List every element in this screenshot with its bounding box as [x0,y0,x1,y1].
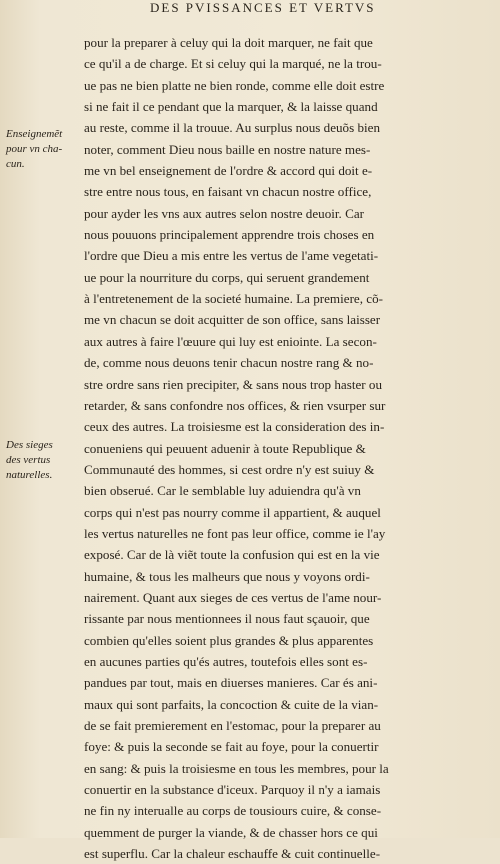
text-line: combien qu'elles soient plus grandes & plus apparentes [84,632,374,648]
text-line: foye: & puis la seconde se fait au foye, pour la conuertir [84,739,379,755]
text-line: en sang: & puis la troisiesme en tous les membres, pour la [84,760,389,776]
text-line: conuertir en la substance d'iceux. Parquoy il n'y a iamais [84,782,381,798]
marginal-note-enseignement [6,127,86,172]
text-line: stre ordre sans rien precipiter, & sans nous trop haster ou [84,376,383,392]
text-line: de, comme nous deuons tenir chacun nostre rang & no- [84,355,374,371]
marginal-note-line: naturelles. [6,469,53,481]
text-line: de se fait premierement en l'estomac, pour la preparer au [84,718,381,733]
marginal-note-line: pour vn cha- [6,143,63,155]
text-line: aux autres à faire l'œuure qui luy est eniointe. La secon- [84,333,377,349]
text-line: retarder, & sans confondre nos offices, & rien vsurper sur [84,397,386,413]
text-line: pour la preparer à celuy qui la doit marquer, ne fait que [84,35,373,50]
text-line: nous pouuons principalement apprendre trois choses en [84,227,375,243]
main-text [84,32,472,864]
text-line: maux qui sont parfaits, la concoction & cuite de la vian- [84,696,379,712]
text-line: conueniens qui peuuent aduenir à toute Republique & [84,440,366,456]
text-line: en aucunes parties qu'és autres, toutefois elles sont es- [84,653,368,669]
text-line: bien obserué. Car le semblable luy aduiendra qu'à vn [84,483,361,499]
text-line: ceux des autres. La troisiesme est la consideration des in- [84,419,385,435]
text-line: ue pas ne bien platte ne bien ronde, comme elle doit estre [84,77,385,93]
running-header: DES PVISSANCES ET VERTVS [150,0,376,15]
text-line: ue pour la nourriture du corps, qui seruent grandement [84,269,370,285]
text-line: exposé. Car de là viẽt toute la confusion qui est en la vie [84,547,380,563]
text-line: est superflu. Car la chaleur eschauffe & cuit continuelle- [84,846,381,862]
text-line: Communauté des hommes, si cest ordre n'y est suiuy & [84,461,375,477]
text-line: à l'entretenement de la societé humaine. La premiere, cõ- [84,291,384,307]
text-line: me vn chacun se doit acquitter de son office, sans laisser [84,312,381,328]
text-line: quemment de purger la viande, & de chasser hors ce qui [84,824,378,840]
text-line: nairement. Quant aux sieges de ces vertus de l'ame nour- [84,589,382,605]
text-line: si ne fait il ce pendant que la marquer, & la laisse quand [84,99,378,115]
marginal-note-line: des vertus [6,454,51,466]
marginal-note-line: Des sieges [6,439,53,451]
text-line: humaine, & tous les malheurs que nous y voyons ordi- [84,568,370,584]
text-line: stre entre nous tous, en faisant vn chacun nostre office, [84,184,372,200]
text-line: pandues par tout, mais en diuerses manieres. Car és ani- [84,675,378,691]
text-line: ce qu'il a de charge. Et si celuy qui la marqué, ne la trou- [84,56,382,72]
marginal-note-line: Enseignemẽt [6,128,63,140]
text-line: pour ayder les vns aux autres selon nostre deuoir. Car [84,205,364,221]
marginal-note-line: cun. [6,158,25,170]
text-line: noter, comment Dieu nous baille en nostre nature mes- [84,141,371,157]
text-line: me vn bel enseignement de l'ordre & accord qui doit e- [84,163,373,179]
text-line: au reste, comme il la trouue. Au surplus nous deuõs bien [84,120,381,136]
text-line: rissante par nous mentionnees il nous faut sçauoir, que [84,611,370,627]
text-line: les vertus naturelles ne font pas leur office, comme ie l'ay [84,525,386,541]
marginal-note-sieges [6,438,86,483]
text-line: ne fin ny interualle au corps de tousiours cuire, & conse- [84,803,382,819]
text-line: corps qui n'est pas nourry comme il appartient, & auquel [84,504,381,520]
text-line: l'ordre que Dieu a mis entre les vertus de l'ame vegetati- [84,248,379,264]
